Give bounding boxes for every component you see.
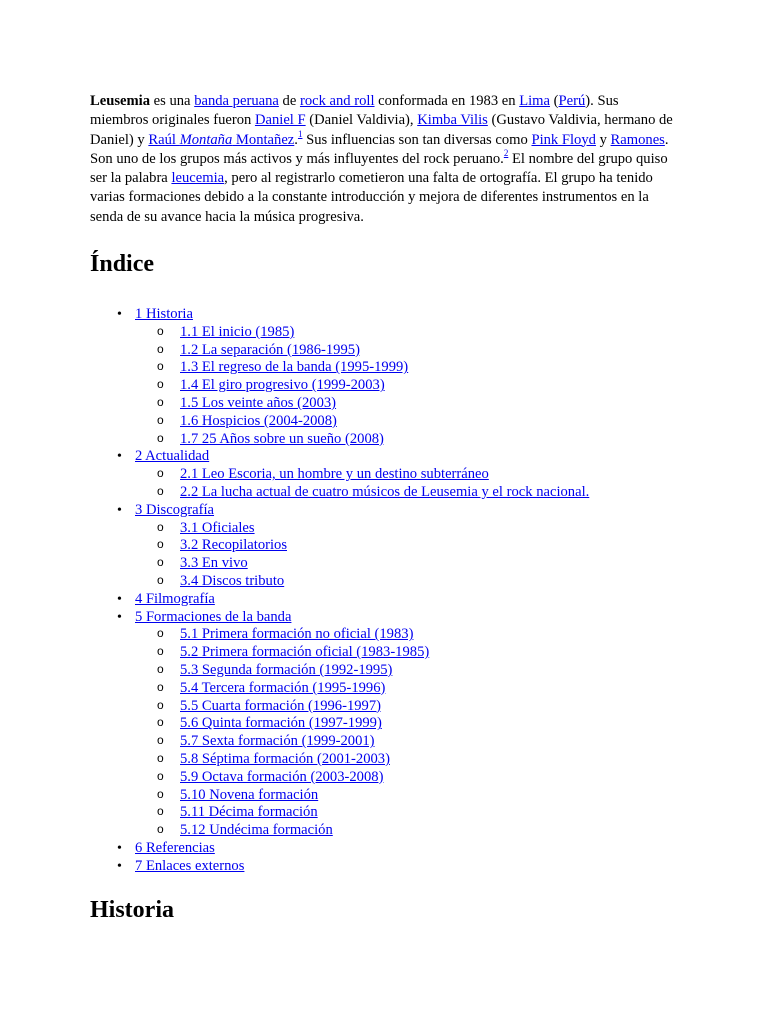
toc-subitem bbox=[135, 822, 680, 840]
toc-subitem bbox=[135, 342, 680, 360]
toc-sublink[interactable]: 5.9 Octava formación (2003-2008) bbox=[180, 768, 384, 785]
toc-subitem bbox=[135, 733, 680, 751]
reference-link-2[interactable]: 2 bbox=[503, 147, 509, 158]
toc-subitem bbox=[135, 698, 680, 716]
toc-sublink[interactable]: 3.2 Recopilatorios bbox=[180, 537, 288, 554]
intro-paragraph bbox=[90, 92, 680, 227]
toc-subitem bbox=[135, 626, 680, 644]
toc-sublink[interactable]: 1.5 Los veinte años (2003) bbox=[180, 395, 337, 412]
toc-sublist bbox=[135, 626, 680, 840]
link-ramones[interactable]: Ramones bbox=[610, 131, 665, 148]
toc-subitem bbox=[135, 680, 680, 698]
toc-sublink[interactable]: 2.1 Leo Escoria, un hombre y un destino subterráneo bbox=[180, 466, 489, 483]
toc-item bbox=[90, 840, 680, 858]
toc-sublink[interactable]: 5.10 Novena formación bbox=[180, 786, 319, 803]
toc-sublink[interactable]: 3.1 Oficiales bbox=[180, 519, 255, 536]
toc-link[interactable]: 5 Formaciones de la banda bbox=[135, 608, 292, 625]
toc-sublink[interactable]: 5.8 Séptima formación (2001-2003) bbox=[180, 751, 390, 767]
toc-link[interactable]: 3 Discografía bbox=[135, 501, 215, 518]
toc-link[interactable]: 6 Referencias bbox=[135, 839, 215, 856]
toc-subitem bbox=[135, 395, 680, 413]
toc-sublink[interactable]: 5.7 Sexta formación (1999-2001) bbox=[180, 733, 375, 750]
toc-sublink[interactable]: 1.3 El regreso de la banda (1995-1999) bbox=[180, 359, 409, 376]
toc-item bbox=[90, 591, 680, 609]
toc-title: Índice bbox=[90, 251, 155, 278]
link-text: Montañez bbox=[232, 131, 295, 148]
section-title-historia: Historia bbox=[90, 896, 174, 923]
intro-text: . bbox=[294, 131, 298, 148]
intro-text: ( bbox=[550, 93, 559, 109]
toc-item bbox=[90, 858, 680, 876]
toc-sublink[interactable]: 3.3 En vivo bbox=[180, 555, 248, 572]
toc-sublist bbox=[135, 520, 680, 591]
table-of-contents bbox=[90, 306, 680, 876]
reference-link-1[interactable]: 1 bbox=[297, 128, 303, 139]
toc-subitem bbox=[135, 573, 680, 591]
link-raul-montana-montanez[interactable] bbox=[148, 132, 294, 148]
toc-sublink[interactable]: 5.12 Undécima formación bbox=[180, 822, 333, 839]
toc-subitem bbox=[135, 324, 680, 342]
toc-subitem bbox=[135, 359, 680, 377]
toc-sublink[interactable]: 3.4 Discos tributo bbox=[180, 573, 285, 590]
link-text-italic: Montaña bbox=[179, 131, 233, 148]
toc-sublink[interactable]: 5.4 Tercera formación (1995-1996) bbox=[180, 679, 386, 696]
toc-sublink[interactable]: 5.2 Primera formación oficial (1983-1985) bbox=[180, 644, 430, 661]
toc-subitem bbox=[135, 751, 680, 769]
intro-text: y bbox=[595, 131, 611, 148]
toc-subitem bbox=[135, 804, 680, 822]
toc-item bbox=[90, 502, 680, 591]
toc-subitem bbox=[135, 431, 680, 449]
intro-text: conformada en 1983 en bbox=[374, 93, 520, 109]
intro-text: (Daniel Valdivia), bbox=[305, 112, 418, 129]
toc-subitem bbox=[135, 662, 680, 680]
toc-sublink[interactable]: 1.7 25 Años sobre un sueño (2008) bbox=[180, 430, 384, 447]
toc-subitem bbox=[135, 520, 680, 538]
toc-item bbox=[90, 306, 680, 448]
toc-sublink[interactable]: 5.1 Primera formación no oficial (1983) bbox=[180, 626, 414, 643]
link-rock-and-roll[interactable]: rock and roll bbox=[299, 93, 375, 109]
link-lima[interactable]: Lima bbox=[519, 93, 551, 109]
link-pink-floyd[interactable]: Pink Floyd bbox=[531, 131, 596, 148]
toc-subitem bbox=[135, 715, 680, 733]
toc-sublink[interactable]: 5.5 Cuarta formación (1996-1997) bbox=[180, 697, 382, 714]
toc-sublist bbox=[135, 466, 680, 502]
link-leucemia[interactable]: leucemia bbox=[171, 170, 225, 187]
toc-subitem bbox=[135, 769, 680, 787]
intro-text: Sus influencias son tan diversas como bbox=[302, 131, 532, 148]
toc-item bbox=[90, 448, 680, 501]
toc-subitem bbox=[135, 413, 680, 431]
toc-subitem bbox=[135, 555, 680, 573]
intro-text: de bbox=[278, 93, 300, 109]
intro-text: (Gustavo Valdivia, hermano de Daniel) y bbox=[90, 112, 673, 148]
toc-sublist bbox=[135, 324, 680, 449]
link-text: Raúl bbox=[148, 131, 180, 148]
toc-subitem bbox=[135, 484, 680, 502]
link-peru[interactable]: Perú bbox=[558, 93, 586, 109]
intro-text: El nombre del grupo quiso ser la palabra bbox=[90, 150, 668, 187]
toc-subitem bbox=[135, 537, 680, 555]
toc-sublink[interactable]: 1.4 El giro progresivo (1999-2003) bbox=[180, 377, 385, 394]
link-kimba-vilis[interactable]: Kimba Vilis bbox=[417, 112, 488, 129]
toc-sublink[interactable]: 5.3 Segunda formación (1992-1995) bbox=[180, 662, 393, 679]
toc-link[interactable]: 2 Actualidad bbox=[135, 448, 210, 465]
toc-item bbox=[90, 609, 680, 840]
toc-subitem bbox=[135, 466, 680, 484]
intro-text: ). Sus miembros originales fueron bbox=[90, 93, 619, 129]
toc-sublink[interactable]: 5.6 Quinta formación (1997-1999) bbox=[180, 715, 382, 732]
link-daniel-f[interactable]: Daniel F bbox=[254, 112, 306, 129]
toc-sublink[interactable]: 2.2 La lucha actual de cuatro músicos de Leusemia y el rock nacional. bbox=[180, 484, 590, 501]
toc-sublink[interactable]: 5.11 Décima formación bbox=[180, 804, 318, 821]
toc-subitem bbox=[135, 787, 680, 805]
toc-subitem bbox=[135, 377, 680, 395]
toc-link[interactable]: 7 Enlaces externos bbox=[135, 857, 245, 874]
toc-link[interactable]: 4 Filmografía bbox=[135, 590, 215, 607]
article-subject: Leusemia bbox=[90, 93, 150, 109]
toc-sublink[interactable]: 1.6 Hospicios (2004-2008) bbox=[180, 412, 337, 429]
intro-text: es una bbox=[150, 93, 195, 109]
toc-sublink[interactable]: 1.2 La separación (1986-1995) bbox=[180, 341, 360, 358]
toc-subitem bbox=[135, 644, 680, 662]
intro-text: . Son uno de los grupos más activos y más influyentes del rock peruano. bbox=[90, 131, 669, 167]
link-banda-peruana[interactable]: banda peruana bbox=[194, 93, 279, 109]
toc-link[interactable]: 1 Historia bbox=[135, 306, 193, 323]
toc-sublink[interactable]: 1.1 El inicio (1985) bbox=[180, 323, 295, 340]
intro-text: , pero al registrarlo cometieron una falta de ortografía. El grupo ha tenido varias formaciones debido a la constante introducción y mejora de diferentes instrumentos en la senda de su avance hacia la música progresiva. bbox=[90, 170, 653, 225]
